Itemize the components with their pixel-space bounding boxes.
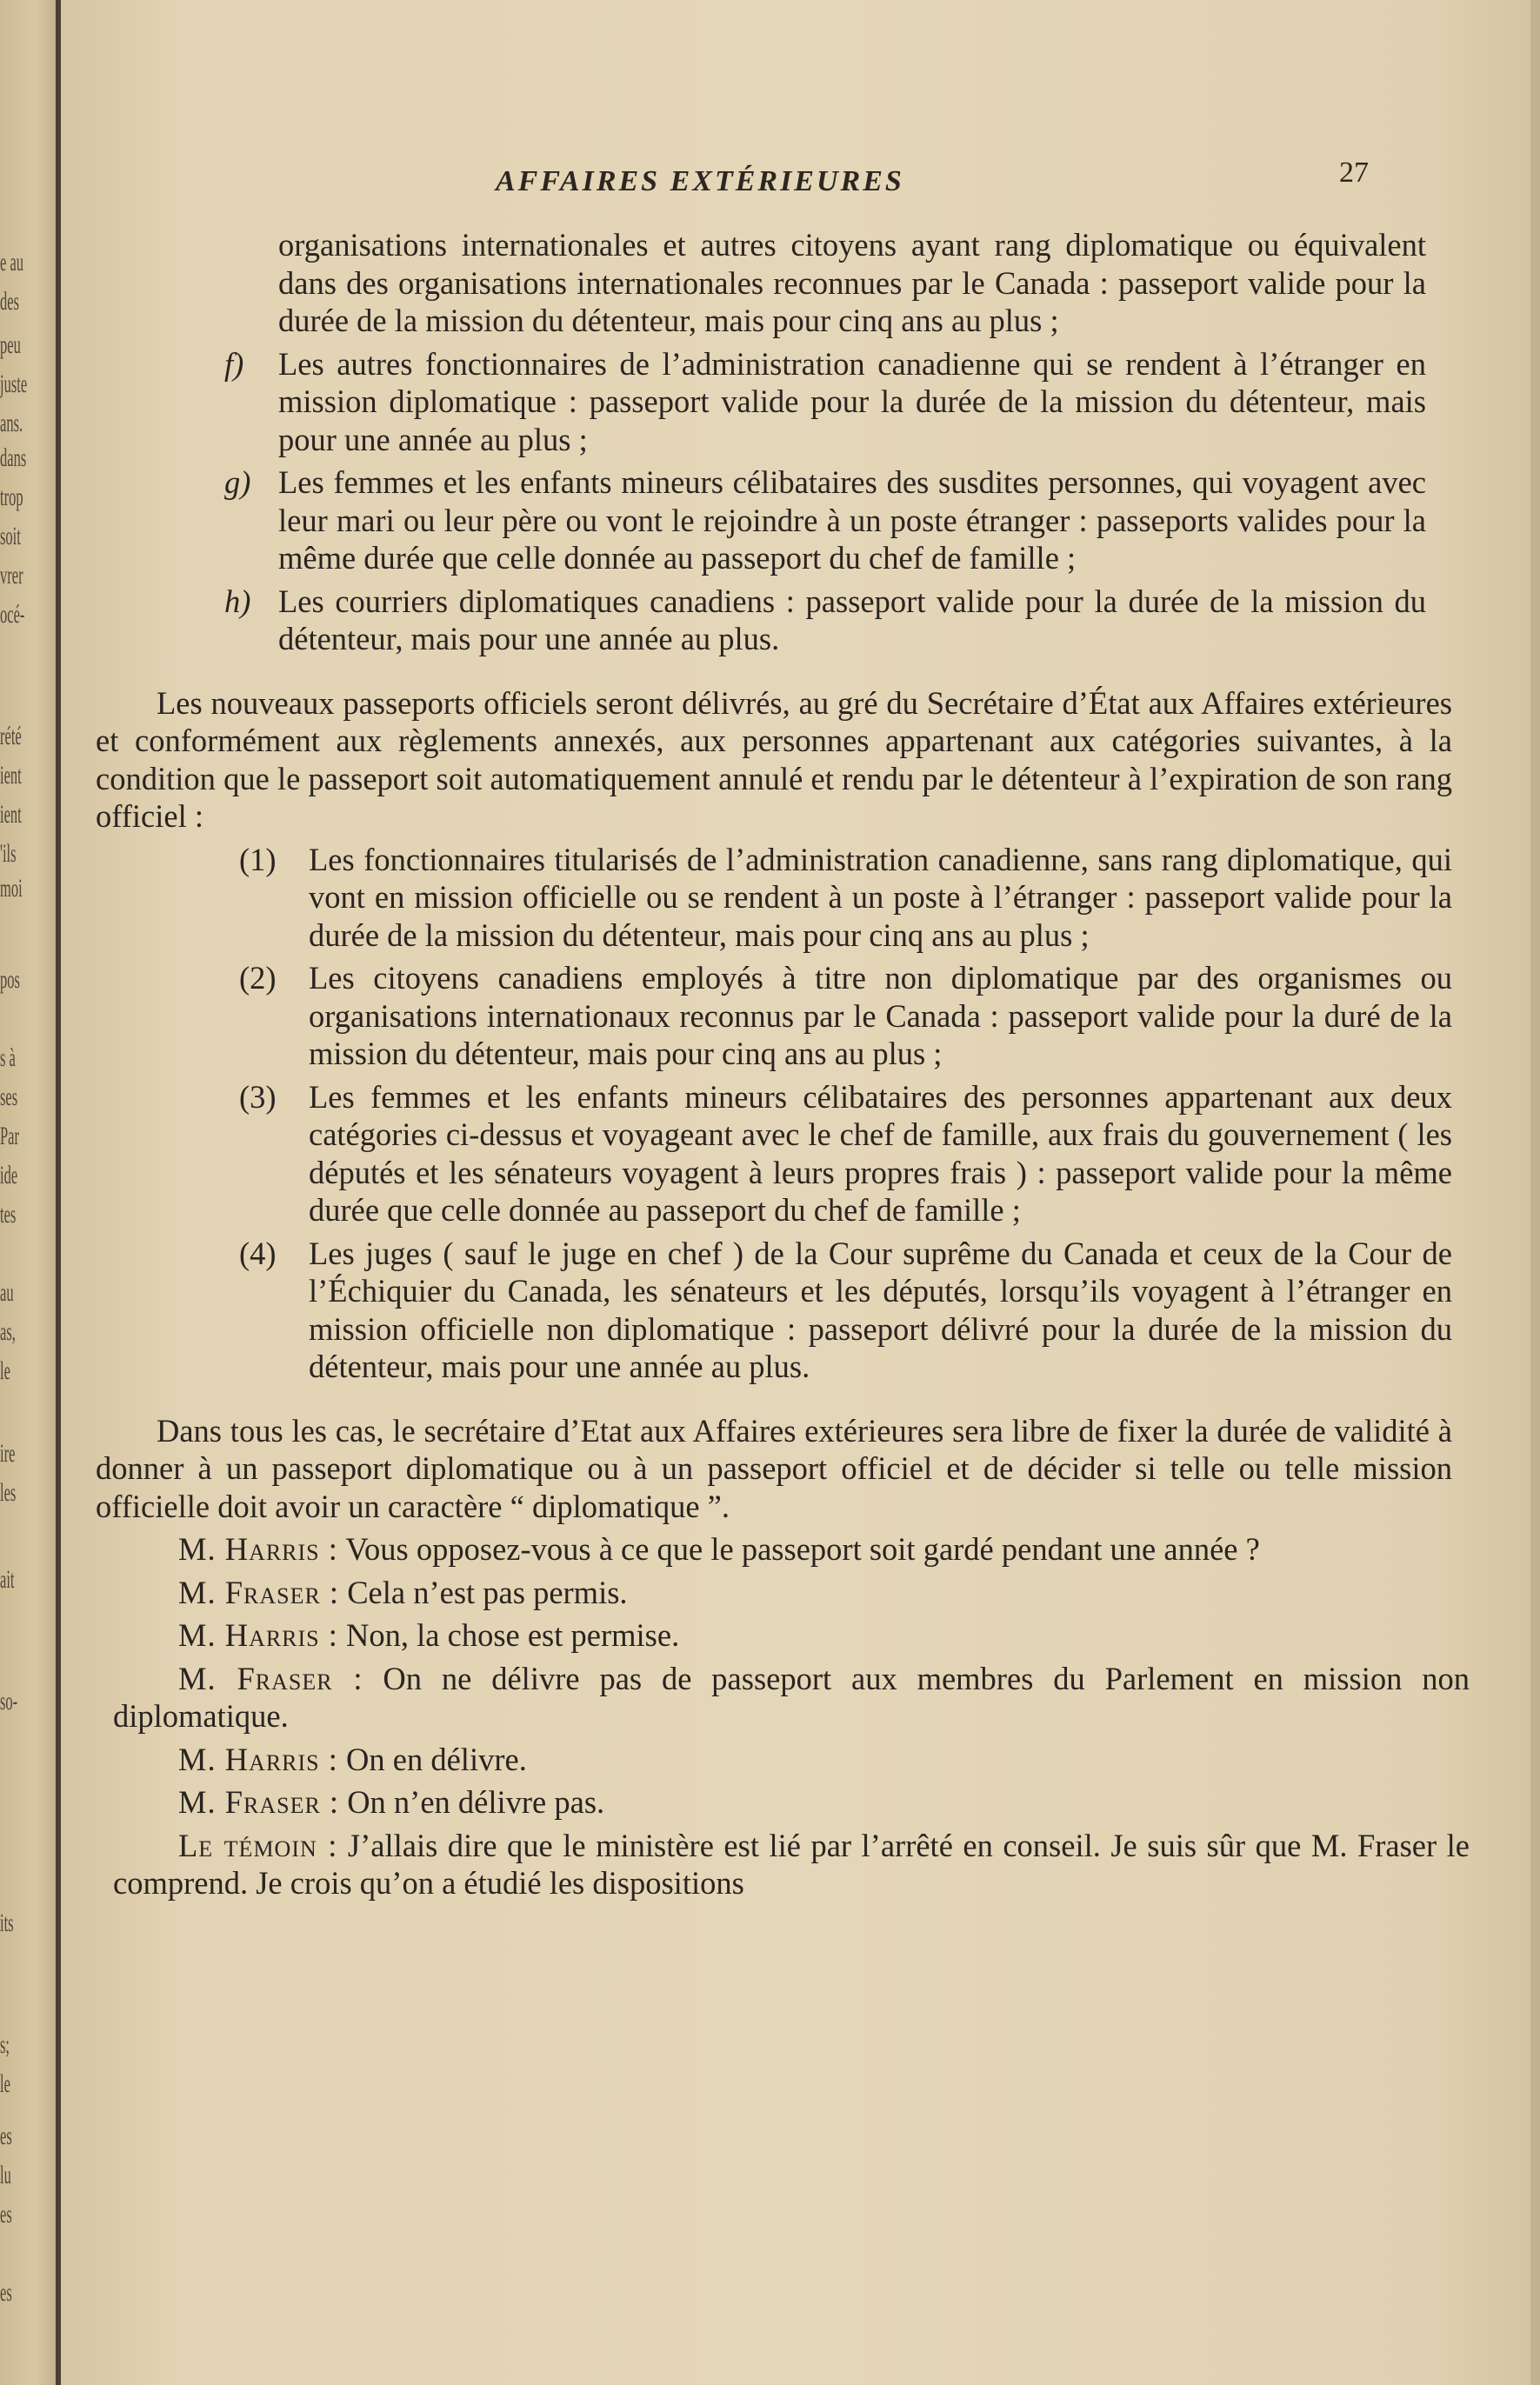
item-text: Les autres fonctionnaires de l’administration canadienne qui se rendent à l’étranger en mission diplomatique : passeport valide pour la durée de la mission du détenteur, mais pour une année au plus ; (278, 345, 1426, 457)
utterance: Vous opposez-vous à ce que le passeport soit gardé pendant une année ? (337, 1531, 1260, 1567)
gutter-fragment: soit (0, 522, 21, 550)
speaker: M. Harris : (178, 1741, 338, 1777)
body-text (61, 226, 1540, 1902)
speaker: M. Fraser : (178, 1784, 340, 1820)
previous-page-gutter (0, 0, 61, 2385)
gutter-fragment: le (0, 2069, 10, 2098)
item-text: Les femmes et les enfants mineurs célibataires des personnes appartenant aux deux catégories ci-dessus et voyageant avec le chef de famille, aux frais du gouvernement ( les députés et les sénateurs voyagent à leurs propres frais ) : passeport valide pour la même durée que celle donnée au passeport du chef de famille ; (309, 1078, 1452, 1228)
utterance: On n’en délivre pas. (339, 1784, 605, 1820)
gutter-fragment: ses (0, 1083, 18, 1111)
dialogue-line (113, 1530, 1470, 1569)
gutter-fragment: ait (0, 1565, 15, 1594)
gutter-fragment: les (0, 1478, 17, 1507)
dialogue-line (113, 1783, 1470, 1822)
page-edge (1530, 0, 1540, 2385)
gutter-fragment: trop (0, 483, 23, 511)
gutter-fragment: 'ils (0, 839, 17, 868)
dialogue-line (113, 1574, 1470, 1612)
page-header (61, 157, 1540, 209)
numbered-item-3 (239, 1078, 1452, 1229)
gutter-fragment: as, (0, 1317, 16, 1346)
gutter-fragment: ire (0, 1439, 16, 1468)
gutter-fragment: e au (0, 248, 24, 276)
item-marker: f) (224, 345, 244, 382)
dialogue-line (113, 1616, 1470, 1655)
running-head: AFFAIRES EXTÉRIEURES (496, 165, 904, 197)
gutter-fragment: es (0, 2278, 12, 2307)
item-text: Les juges ( sauf le juge en chef ) de la Cour suprême du Canada et ceux de la Cour de l’Échiquier du Canada, les sénateurs et les députés, lorsqu’ils voyagent à l’étranger en mission officielle non diplomatique : passeport délivré pour la durée de la mission du détenteur, mais pour une année au plus. (309, 1235, 1452, 1384)
gutter-fragment: ans. (0, 409, 23, 437)
item-text: Les citoyens canadiens employés à titre non diplomatique par des organismes ou organisations internationaux reconnus par le Canada : passeport valide pour la duré de la mission du détenteur, mais pour cinq ans au plus ; (309, 960, 1452, 1071)
gutter-fragment: ide (0, 1161, 18, 1189)
gutter-fragment: dans (0, 443, 27, 472)
gutter-fragment: es (0, 2200, 12, 2228)
closing-paragraph: Dans tous les cas, le secrétaire d’Etat aux Affaires extérieures sera libre de fixer la durée de validité à donner à un passeport diplomatique ou à un passeport officiel et de décider si telle ou telle mission officielle doit avoir un caractère “ diplomatique ”. (96, 1412, 1452, 1524)
speaker: M. Fraser : (178, 1660, 363, 1696)
gutter-fragment: juste (0, 370, 28, 398)
lettered-item-f (224, 345, 1426, 459)
gutter-fragment: vrer (0, 561, 23, 590)
continuation-paragraph: organisations internationales et autres citoyens ayant rang diplomatique ou équivalent dans des organisations internationales reconnues par le Canada : passeport valide pour la durée de la mission du détenteur, mais pour cinq ans au plus ; (278, 227, 1426, 338)
numbered-item-1 (239, 841, 1452, 955)
gutter-fragment: s; (0, 2030, 10, 2059)
gutter-fragment: tes (0, 1200, 17, 1229)
dialogue-line (113, 1660, 1470, 1735)
gutter-fragment: moi (0, 874, 23, 903)
utterance: On ne délivre pas de passeport aux membres du Parlement en mission non diplomatique. (113, 1660, 1470, 1734)
item-text: Les femmes et les enfants mineurs célibataires des susdites personnes, qui voyagent avec leur mari ou leur père ou vont le rejoindre à un poste étranger : passeports valides pour la même durée que celle donnée au passeport du chef de famille ; (278, 464, 1426, 576)
numbered-item-2 (239, 959, 1452, 1073)
gutter-fragment: lu (0, 2161, 11, 2189)
gutter-fragment: peu (0, 330, 21, 359)
utterance: Cela n’est pas permis. (339, 1574, 628, 1610)
gutter-fragment: au (0, 1278, 14, 1307)
gutter-fragment: es (0, 2122, 12, 2150)
gutter-fragment: le (0, 1356, 10, 1385)
speaker: M. Harris : (178, 1617, 338, 1653)
item-marker: (4) (239, 1235, 277, 1271)
dialogue-line (113, 1827, 1470, 1902)
lettered-item-h (224, 583, 1426, 658)
utterance: On en délivre. (337, 1741, 527, 1777)
utterance: J’allais dire que le ministère est lié par l’arrêté en conseil. Je suis sûr que M. Fraser le comprend. Je crois qu’on a étudié les dispositions (113, 1827, 1470, 1901)
item-marker: g) (224, 464, 251, 500)
item-marker: (2) (239, 960, 277, 996)
speaker: Le témoin : (178, 1827, 338, 1863)
item-text: Les courriers diplomatiques canadiens : passeport valide pour la durée de la mission du détenteur, mais pour une année au plus. (278, 583, 1426, 656)
speaker: M. Harris : (178, 1531, 338, 1567)
gutter-fragment: rété (0, 722, 22, 750)
gutter-fragment: so- (0, 1687, 18, 1715)
numbered-item-4 (239, 1235, 1452, 1386)
gutter-fragment: s à (0, 1043, 16, 1072)
lettered-item-g (224, 463, 1426, 577)
book-page (61, 0, 1540, 2385)
item-text: Les fonctionnaires titularisés de l’administration canadienne, sans rang diplomatique, qui vont en mission officielle ou se rendent à un poste à l’étranger : passeport valide pour la durée de la mission du détenteur, mais pour cinq ans au plus ; (309, 841, 1452, 953)
item-marker: (3) (239, 1078, 277, 1115)
gutter-fragment: océ- (0, 600, 25, 629)
speaker: M. Fraser : (178, 1574, 340, 1610)
utterance: Non, la chose est permise. (337, 1617, 680, 1653)
gutter-fragment: des (0, 287, 19, 316)
gutter-fragment: its (0, 1909, 14, 1937)
dialogue-line (113, 1741, 1470, 1779)
intro-paragraph: Les nouveaux passeports officiels seront délivrés, au gré du Secrétaire d’État aux Affaires extérieures et conformément aux règlements annexés, aux personnes appartenant aux catégories suivantes, à la condition que le passeport soit automatiquement annulé et rendu par le détenteur à l’expiration de son rang officiel : (96, 684, 1452, 834)
gutter-fragment: ient (0, 800, 22, 829)
gutter-fragment: Par (0, 1122, 19, 1150)
page-number: 27 (1339, 157, 1369, 189)
gutter-fragment: pos (0, 965, 20, 994)
gutter-fragment: ient (0, 761, 22, 789)
item-marker: h) (224, 583, 251, 619)
item-marker: (1) (239, 841, 277, 877)
